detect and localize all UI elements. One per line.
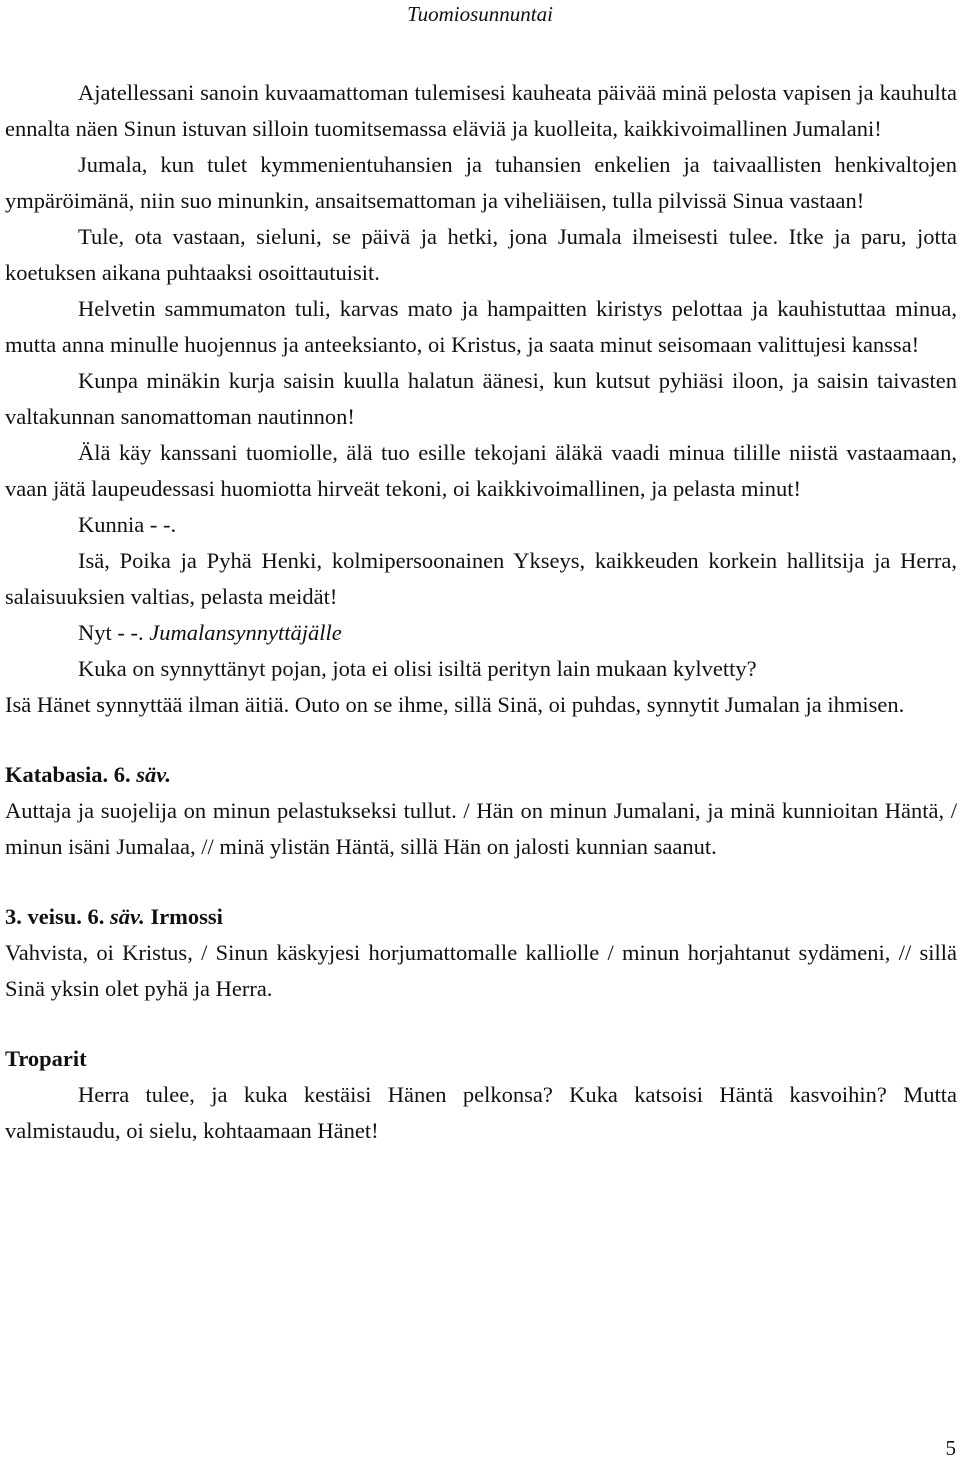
katabasia-heading <box>5 757 957 793</box>
nyt-line <box>5 615 957 651</box>
theotokion-rest: Isä Hänet synnyttää ilman äitiä. Outo on se ihme, sillä Sinä, oi puhdas, synnytit Jumalan ja ihmisen. <box>5 692 905 717</box>
katabasia-text: Auttaja ja suojelija on minun pelastukseksi tullut. / Hän on minun Jumalani, ja minä kunnioitan Häntä, / minun isäni Jumalaa, // minä ylistän Häntä, sillä Hän on jalosti kunnian saanut. <box>5 798 957 859</box>
paragraph: Ajatellessani sanoin kuvaamattoman tulemisesi kauheata päivää minä pelosta vapisen ja kauhulta ennalta näen Sinun istuvan silloin tuomitsemassa eläviä ja kuolleita, kaikkivoimallinen Jumalani! <box>5 80 957 141</box>
ode3-tone: säv. <box>110 904 145 929</box>
ode3-heading <box>5 899 957 935</box>
theotokion-first: Kuka on synnyttänyt pojan, jota ei olisi isiltä perityn lain mukaan kylvetty? <box>78 656 757 681</box>
katabasia-label: Katabasia. 6. <box>5 762 131 787</box>
nyt-label: Nyt - -. <box>78 620 144 645</box>
troparit-heading: Troparit <box>5 1046 87 1071</box>
paragraph: Tule, ota vastaan, sieluni, se päivä ja hetki, jona Jumala ilmeisesti tulee. Itke ja paru, jotta koetuksen aikana puhtaaksi osoittautuisit. <box>5 224 957 285</box>
paragraph: Kunnia - -. <box>78 512 177 537</box>
running-header: Tuomiosunnuntai <box>407 2 553 26</box>
troparit-text: Herra tulee, ja kuka kestäisi Hänen pelkonsa? Kuka katsoisi Häntä kasvoihin? Mutta valmistaudu, oi sielu, kohtaamaan Hänet! <box>5 1082 957 1143</box>
paragraph: Jumala, kun tulet kymmenientuhansien ja tuhansien enkelien ja taivaallisten henkivaltojen ympäröimänä, niin suo minunkin, ansaitsemattoman ja viheliäisen, tulla pilvissä Sinua vastaan! <box>5 152 957 213</box>
katabasia-tone: säv. <box>136 762 172 787</box>
ode3-text: Vahvista, oi Kristus, / Sinun käskyjesi horjumattomalle kalliolle / minun horjahtanut sydämeni, // sillä Sinä yksin olet pyhä ja Herra. <box>5 940 957 1001</box>
ode3-irmos: Irmossi <box>150 904 223 929</box>
nyt-title: Jumalansynnyttäjälle <box>149 620 342 645</box>
paragraph: Kunpa minäkin kurja saisin kuulla halatun äänesi, kun kutsut pyhiäsi iloon, ja saisin taivasten valtakunnan sanomattoman nautinnon! <box>5 368 957 429</box>
paragraph: Helvetin sammumaton tuli, karvas mato ja hampaitten kiristys pelottaa ja kauhistuttaa minua, mutta anna minulle huojennus ja anteeksianto, oi Kristus, ja saata minut seisomaan valittujesi kanssa! <box>5 296 957 357</box>
page-number: 5 <box>945 1436 956 1460</box>
paragraph: Isä, Poika ja Pyhä Henki, kolmipersoonainen Ykseys, kaikkeuden korkein hallitsija ja Herra, salaisuuksien valtias, pelasta meidät! <box>5 548 957 609</box>
paragraph: Älä käy kanssani tuomiolle, älä tuo esille tekojani äläkä vaadi minua tilille niistä vastaamaan, vaan jätä laupeudessasi huomiotta hirveät tekoni, oi kaikkivoimallinen, ja pelasta minut! <box>5 440 957 501</box>
ode3-label: 3. veisu. 6. <box>5 904 105 929</box>
page-content <box>5 75 957 1149</box>
